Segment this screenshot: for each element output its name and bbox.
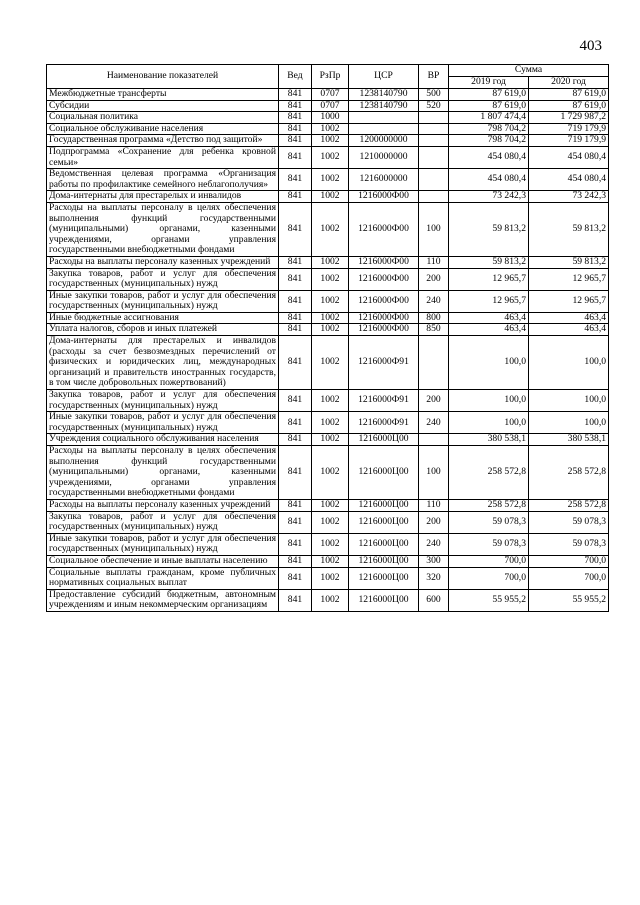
row-rzpr: 1002 (312, 146, 349, 168)
row-ved: 841 (279, 567, 312, 589)
row-rzpr: 1002 (312, 135, 349, 147)
table-row (47, 533, 609, 555)
row-vr: 200 (419, 511, 449, 533)
row-sum-2020: 59 813,2 (529, 202, 609, 256)
row-csr: 1216000Ц00 (349, 567, 419, 589)
table-row (47, 312, 609, 324)
row-sum-2019: 463,4 (449, 324, 529, 336)
row-ved: 841 (279, 499, 312, 511)
row-sum-2019: 87 619,0 (449, 89, 529, 101)
table-row (47, 290, 609, 312)
table-row (47, 390, 609, 412)
row-ved: 841 (279, 589, 312, 611)
row-sum-2020: 719 179,9 (529, 135, 609, 147)
row-name: Иные бюджетные ассигнования (47, 312, 279, 324)
row-rzpr: 1002 (312, 434, 349, 446)
row-name: Социальная политика (47, 112, 279, 124)
table-body (47, 89, 609, 612)
row-vr (419, 434, 449, 446)
row-csr: 1216000Ц00 (349, 533, 419, 555)
row-csr: 1238140790 (349, 100, 419, 112)
row-sum-2019: 258 572,8 (449, 446, 529, 500)
row-vr: 240 (419, 412, 449, 434)
row-name: Иные закупки товаров, работ и услуг для обеспечения государственных (муниципальных) нужд (47, 290, 279, 312)
row-name: Закупка товаров, работ и услуг для обеспечения государственных (муниципальных) нужд (47, 390, 279, 412)
row-csr: 1216000Ц00 (349, 511, 419, 533)
table-row (47, 511, 609, 533)
table-row (47, 146, 609, 168)
row-name: Субсидии (47, 100, 279, 112)
row-ved: 841 (279, 202, 312, 256)
table-row (47, 324, 609, 336)
row-sum-2020: 454 080,4 (529, 146, 609, 168)
table-row (47, 202, 609, 256)
row-name: Расходы на выплаты персоналу в целях обеспечения выполнения функций государственными (муниципальными) органами, казенными учреждениями, органами управления государственными внебюджетными фондами (47, 202, 279, 256)
row-ved: 841 (279, 312, 312, 324)
row-ved: 841 (279, 89, 312, 101)
row-sum-2019: 700,0 (449, 555, 529, 567)
row-sum-2020: 700,0 (529, 567, 609, 589)
row-name: Дома-интернаты для престарелых и инвалидов (47, 191, 279, 203)
row-vr: 110 (419, 256, 449, 268)
row-csr: 1216000Ф00 (349, 268, 419, 290)
row-sum-2020: 258 572,8 (529, 446, 609, 500)
row-ved: 841 (279, 533, 312, 555)
row-name: Расходы на выплаты персоналу казенных учреждений (47, 499, 279, 511)
budget-table (46, 64, 609, 612)
row-name: Государственная программа «Детство под защитой» (47, 135, 279, 147)
row-ved: 841 (279, 112, 312, 124)
row-rzpr: 1002 (312, 555, 349, 567)
table-row (47, 100, 609, 112)
row-name: Ведомственная целевая программа «Организация работы по профилактике семейного неблагополучия» (47, 169, 279, 191)
table-row (47, 567, 609, 589)
row-vr: 200 (419, 268, 449, 290)
row-rzpr: 1002 (312, 123, 349, 135)
row-sum-2019: 1 807 474,4 (449, 112, 529, 124)
row-vr: 500 (419, 89, 449, 101)
row-sum-2019: 100,0 (449, 390, 529, 412)
row-vr: 320 (419, 567, 449, 589)
row-vr: 110 (419, 499, 449, 511)
row-ved: 841 (279, 555, 312, 567)
row-name: Предоставление субсидий бюджетным, автономным учреждениям и иным некоммерческим организациям (47, 589, 279, 611)
row-name: Закупка товаров, работ и услуг для обеспечения государственных (муниципальных) нужд (47, 511, 279, 533)
row-sum-2020: 59 813,2 (529, 256, 609, 268)
row-rzpr: 1002 (312, 499, 349, 511)
row-sum-2020: 87 619,0 (529, 89, 609, 101)
row-rzpr: 1002 (312, 268, 349, 290)
table-row (47, 412, 609, 434)
row-vr (419, 123, 449, 135)
row-ved: 841 (279, 191, 312, 203)
row-sum-2020: 12 965,7 (529, 268, 609, 290)
row-csr: 1216000000 (349, 169, 419, 191)
row-sum-2020: 100,0 (529, 412, 609, 434)
row-ved: 841 (279, 100, 312, 112)
row-ved: 841 (279, 268, 312, 290)
row-name: Уплата налогов, сборов и иных платежей (47, 324, 279, 336)
row-sum-2019: 100,0 (449, 336, 529, 390)
row-rzpr: 1002 (312, 533, 349, 555)
row-sum-2019: 380 538,1 (449, 434, 529, 446)
row-rzpr: 1002 (312, 567, 349, 589)
row-vr: 800 (419, 312, 449, 324)
row-csr: 1216000Ф00 (349, 290, 419, 312)
table-row (47, 123, 609, 135)
row-csr: 1216000Ф00 (349, 324, 419, 336)
row-sum-2020: 100,0 (529, 390, 609, 412)
row-csr: 1238140790 (349, 89, 419, 101)
row-sum-2019: 59 078,3 (449, 511, 529, 533)
row-vr: 240 (419, 533, 449, 555)
row-ved: 841 (279, 290, 312, 312)
table-row (47, 589, 609, 611)
row-rzpr: 1002 (312, 446, 349, 500)
table-row (47, 434, 609, 446)
row-sum-2019: 798 704,2 (449, 135, 529, 147)
row-name: Подпрограмма «Сохранение для ребенка кровной семьи» (47, 146, 279, 168)
row-csr (349, 112, 419, 124)
row-rzpr: 1002 (312, 324, 349, 336)
row-vr (419, 169, 449, 191)
row-ved: 841 (279, 146, 312, 168)
row-sum-2019: 100,0 (449, 412, 529, 434)
row-sum-2019: 700,0 (449, 567, 529, 589)
row-ved: 841 (279, 412, 312, 434)
row-vr: 600 (419, 589, 449, 611)
row-sum-2020: 59 078,3 (529, 533, 609, 555)
row-sum-2020: 454 080,4 (529, 169, 609, 191)
row-vr: 100 (419, 202, 449, 256)
row-sum-2020: 719 179,9 (529, 123, 609, 135)
header-year-2020: 2020 год (529, 77, 609, 89)
row-csr: 1216000Ц00 (349, 589, 419, 611)
row-sum-2019: 454 080,4 (449, 146, 529, 168)
row-name: Социальное обслуживание населения (47, 123, 279, 135)
row-sum-2019: 55 955,2 (449, 589, 529, 611)
row-csr: 1216000Ф00 (349, 202, 419, 256)
row-name: Межбюджетные трансферты (47, 89, 279, 101)
row-sum-2020: 100,0 (529, 336, 609, 390)
table-row (47, 135, 609, 147)
header-ved: Вед (279, 65, 312, 89)
header-name: Наименование показателей (47, 65, 279, 89)
row-csr: 1216000Ц00 (349, 499, 419, 511)
row-name: Социальное обеспечение и иные выплаты населению (47, 555, 279, 567)
row-ved: 841 (279, 135, 312, 147)
table-header (47, 65, 609, 89)
row-rzpr: 1002 (312, 511, 349, 533)
row-vr (419, 146, 449, 168)
row-csr: 1216000Ф91 (349, 390, 419, 412)
row-ved: 841 (279, 446, 312, 500)
row-ved: 841 (279, 169, 312, 191)
row-rzpr: 1002 (312, 336, 349, 390)
row-sum-2019: 798 704,2 (449, 123, 529, 135)
table-row (47, 169, 609, 191)
header-sum: Сумма (449, 65, 609, 77)
row-name: Расходы на выплаты персоналу в целях обеспечения выполнения функций государственными (муниципальными) органами, казенными учреждениями, органами управления государственными внебюджетными фондами (47, 446, 279, 500)
header-csr: ЦСР (349, 65, 419, 89)
row-sum-2019: 12 965,7 (449, 268, 529, 290)
row-csr: 1216000Ц00 (349, 555, 419, 567)
table-row (47, 89, 609, 101)
row-sum-2020: 258 572,8 (529, 499, 609, 511)
row-name: Иные закупки товаров, работ и услуг для обеспечения государственных (муниципальных) нужд (47, 412, 279, 434)
header-year-2019: 2019 год (449, 77, 529, 89)
row-csr: 1216000Ф00 (349, 256, 419, 268)
row-vr: 850 (419, 324, 449, 336)
row-sum-2019: 87 619,0 (449, 100, 529, 112)
row-rzpr: 1000 (312, 112, 349, 124)
table-row (47, 112, 609, 124)
row-sum-2019: 463,4 (449, 312, 529, 324)
row-vr: 200 (419, 390, 449, 412)
row-rzpr: 1002 (312, 312, 349, 324)
row-name: Социальные выплаты гражданам, кроме публичных нормативных социальных выплат (47, 567, 279, 589)
row-sum-2019: 59 078,3 (449, 533, 529, 555)
row-sum-2019: 73 242,3 (449, 191, 529, 203)
row-csr: 1216000Ф91 (349, 336, 419, 390)
row-rzpr: 1002 (312, 390, 349, 412)
row-sum-2020: 73 242,3 (529, 191, 609, 203)
row-vr: 300 (419, 555, 449, 567)
row-sum-2019: 258 572,8 (449, 499, 529, 511)
row-sum-2020: 55 955,2 (529, 589, 609, 611)
row-vr (419, 336, 449, 390)
row-csr: 1216000Ф00 (349, 312, 419, 324)
row-sum-2019: 454 080,4 (449, 169, 529, 191)
row-sum-2020: 380 538,1 (529, 434, 609, 446)
row-name: Иные закупки товаров, работ и услуг для обеспечения государственных (муниципальных) нужд (47, 533, 279, 555)
row-rzpr: 1002 (312, 169, 349, 191)
row-sum-2020: 700,0 (529, 555, 609, 567)
row-csr: 1216000Ф00 (349, 191, 419, 203)
row-rzpr: 1002 (312, 202, 349, 256)
row-name: Закупка товаров, работ и услуг для обеспечения государственных (муниципальных) нужд (47, 268, 279, 290)
row-rzpr: 1002 (312, 191, 349, 203)
row-ved: 841 (279, 256, 312, 268)
row-rzpr: 0707 (312, 100, 349, 112)
row-sum-2020: 1 729 987,2 (529, 112, 609, 124)
row-sum-2019: 59 813,2 (449, 256, 529, 268)
row-csr: 1210000000 (349, 146, 419, 168)
row-sum-2019: 12 965,7 (449, 290, 529, 312)
row-vr (419, 191, 449, 203)
table-row (47, 555, 609, 567)
row-vr (419, 135, 449, 147)
row-csr: 1200000000 (349, 135, 419, 147)
page-number: 403 (579, 38, 602, 54)
row-name: Учреждения социального обслуживания населения (47, 434, 279, 446)
row-rzpr: 0707 (312, 89, 349, 101)
row-name: Дома-интернаты для престарелых и инвалидов (расходы за счет безвозмездных перечислений от физических и юридических лиц, международных организаций и правительств иностранных государств, в том числе добровольных пожертвований) (47, 336, 279, 390)
row-rzpr: 1002 (312, 290, 349, 312)
row-csr: 1216000Ц00 (349, 446, 419, 500)
row-ved: 841 (279, 434, 312, 446)
row-sum-2020: 463,4 (529, 324, 609, 336)
row-sum-2020: 12 965,7 (529, 290, 609, 312)
table-row (47, 268, 609, 290)
header-rzpr: РзПр (312, 65, 349, 89)
table-row (47, 191, 609, 203)
row-csr: 1216000Ф91 (349, 412, 419, 434)
row-ved: 841 (279, 123, 312, 135)
row-vr: 240 (419, 290, 449, 312)
row-rzpr: 1002 (312, 256, 349, 268)
row-rzpr: 1002 (312, 589, 349, 611)
row-ved: 841 (279, 511, 312, 533)
row-vr: 520 (419, 100, 449, 112)
row-rzpr: 1002 (312, 412, 349, 434)
row-ved: 841 (279, 324, 312, 336)
row-ved: 841 (279, 336, 312, 390)
row-sum-2019: 59 813,2 (449, 202, 529, 256)
table-row (47, 499, 609, 511)
row-name: Расходы на выплаты персоналу казенных учреждений (47, 256, 279, 268)
row-vr (419, 112, 449, 124)
header-vr: ВР (419, 65, 449, 89)
row-csr: 1216000Ц00 (349, 434, 419, 446)
row-sum-2020: 59 078,3 (529, 511, 609, 533)
row-vr: 100 (419, 446, 449, 500)
row-csr (349, 123, 419, 135)
table-row (47, 256, 609, 268)
row-ved: 841 (279, 390, 312, 412)
table-row (47, 336, 609, 390)
row-sum-2020: 463,4 (529, 312, 609, 324)
row-sum-2020: 87 619,0 (529, 100, 609, 112)
table-row (47, 446, 609, 500)
